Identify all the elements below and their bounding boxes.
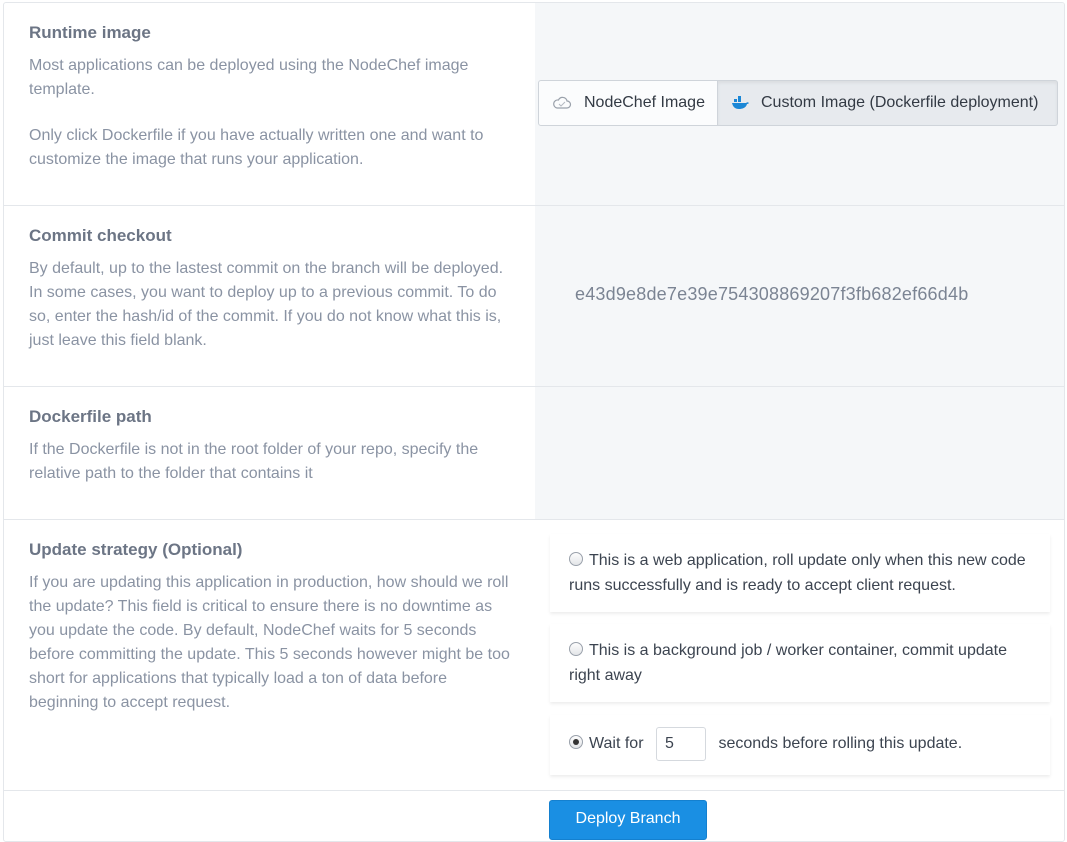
nodechef-image-label: NodeChef Image — [584, 94, 705, 111]
background-job-label: This is a background job / worker container, commit update right away — [569, 642, 1007, 684]
custom-image-button[interactable] — [718, 80, 1058, 126]
web-application-label: This is a web application, roll update only when this new code runs successfully and is ready to accept client request. — [569, 552, 1026, 594]
wait-prefix: Wait for — [589, 735, 644, 753]
dockerfile-path-desc: If the Dockerfile is not in the root folder of your repo, specify the relative path to the folder that contains it — [29, 441, 479, 482]
wait-radio[interactable] — [569, 735, 583, 749]
docker-whale-icon — [731, 96, 749, 110]
dockerfile-path-row — [4, 387, 1064, 520]
nodechef-image-button[interactable] — [538, 80, 718, 126]
dockerfile-path-description — [4, 387, 535, 519]
runtime-image-description — [4, 3, 535, 205]
commit-checkout-description — [4, 206, 535, 386]
wait-seconds-input[interactable] — [656, 727, 706, 761]
runtime-image-desc-2: Only click Dockerfile if you have actually written one and want to customize the image that runs your application. — [29, 127, 484, 168]
commit-checkout-title: Commit checkout — [29, 226, 172, 245]
web-application-option[interactable] — [550, 534, 1050, 612]
background-job-radio[interactable] — [569, 642, 583, 656]
runtime-image-control — [535, 3, 1064, 205]
custom-image-label: Custom Image (Dockerfile deployment) — [761, 94, 1039, 111]
cloud-icon — [552, 96, 572, 110]
deploy-settings-panel — [3, 2, 1065, 842]
wait-option[interactable] — [550, 715, 1050, 775]
web-application-radio[interactable] — [569, 552, 583, 566]
runtime-image-row — [4, 3, 1064, 206]
update-strategy-desc: If you are updating this application in production, how should we roll the update? This field is critical to ensure there is no downtime as you update the code. By default, NodeChef waits for 5 seconds before committing the update. This 5 seconds however might be too short for applications that typically load a ton of data before beginning to accept request. — [29, 574, 510, 711]
deploy-branch-button[interactable]: Deploy Branch — [549, 800, 707, 840]
runtime-image-desc-1: Most applications can be deployed using the NodeChef image template. — [29, 57, 469, 98]
update-strategy-description — [4, 520, 535, 790]
runtime-image-toggle — [538, 80, 1058, 126]
update-strategy-row — [4, 520, 1064, 791]
commit-hash-field[interactable]: e43d9e8de7e39e754308869207f3fb682ef66d4b — [575, 284, 969, 304]
wait-suffix: seconds before rolling this update. — [718, 735, 963, 753]
commit-checkout-desc: By default, up to the lastest commit on the branch will be deployed. In some cases, you want to deploy up to a previous commit. To do so, enter the hash/id of the commit. If you do not know what this is, just leave this field blank. — [29, 260, 504, 349]
commit-checkout-row — [4, 206, 1064, 387]
commit-checkout-control — [535, 206, 1064, 386]
dockerfile-path-title: Dockerfile path — [29, 407, 152, 426]
update-strategy-title: Update strategy (Optional) — [29, 540, 243, 559]
runtime-image-title: Runtime image — [29, 23, 151, 42]
dockerfile-path-field[interactable] — [535, 387, 1064, 519]
background-job-option[interactable] — [550, 624, 1050, 702]
update-strategy-options — [535, 520, 1064, 790]
